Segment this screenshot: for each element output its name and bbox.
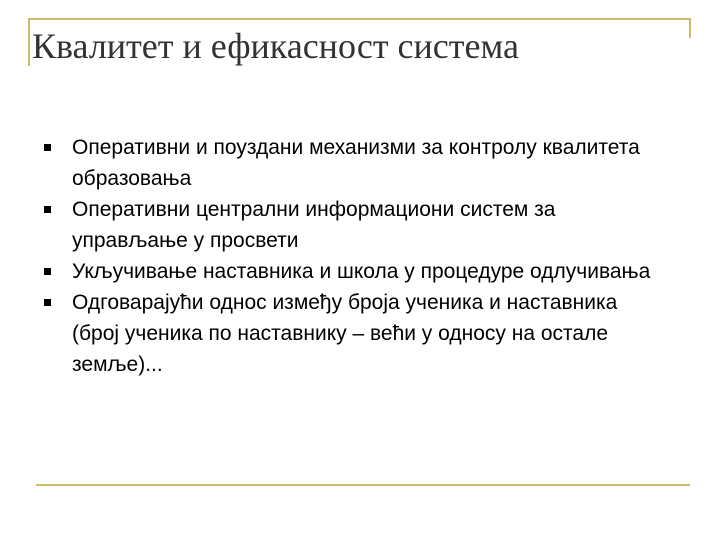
bullet-item bbox=[44, 287, 664, 380]
bullet-list bbox=[44, 132, 664, 380]
frame-line-left bbox=[28, 18, 30, 66]
bullet-item bbox=[44, 194, 664, 256]
bullet-text: Одговарајући однос између броја ученика и наставника (број ученика по наставнику – већи у односу на остале земље)... bbox=[72, 291, 618, 376]
bullet-text: Укључивање наставника и школа у процедуре одлучивања bbox=[72, 260, 651, 283]
square-bullet-icon bbox=[44, 206, 51, 213]
frame-line-bottom bbox=[36, 484, 690, 486]
bullet-item bbox=[44, 132, 664, 194]
square-bullet-icon bbox=[44, 144, 51, 151]
bullet-text: Оперативни централни информациони систем за управљање у просвети bbox=[72, 198, 556, 252]
frame-line-top bbox=[28, 18, 691, 20]
square-bullet-icon bbox=[44, 268, 51, 275]
bullet-text: Оперативни и поуздани механизми за контролу квалитета образовања bbox=[72, 136, 640, 190]
slide-title: Квалитет и ефикасност система bbox=[32, 26, 520, 66]
frame-line-right bbox=[689, 18, 691, 38]
square-bullet-icon bbox=[44, 299, 51, 306]
bullet-item bbox=[44, 256, 664, 287]
